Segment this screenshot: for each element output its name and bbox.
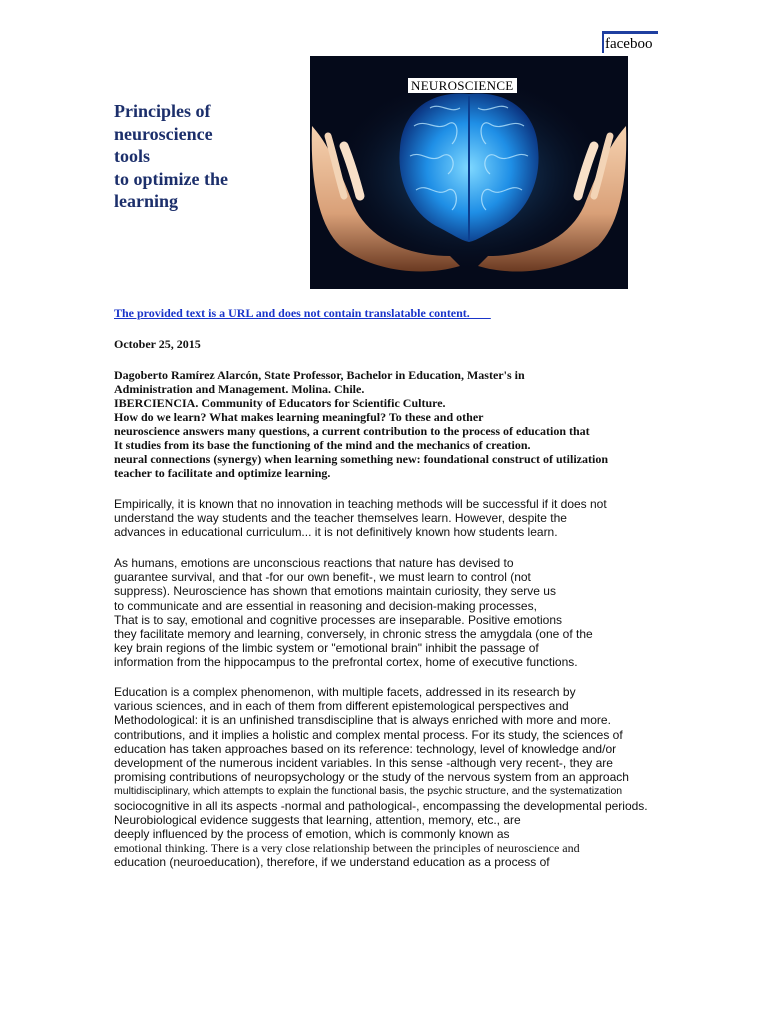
title-line: learning: [114, 191, 179, 211]
title-line: to optimize the: [114, 168, 228, 189]
paragraph-line: to communicate and are essential in reasoning and decision-making processes,: [114, 598, 537, 613]
paragraph-line: information from the hippocampus to the prefrontal cortex, home of executive functions.: [114, 655, 578, 670]
brain-hands-image: [310, 56, 628, 289]
paragraph-line: development of the numerous incident variables. In this sense -although very recent-, they are: [114, 756, 613, 771]
paragraph-line: understand the way students and the teacher themselves learn. However, despite the: [114, 511, 567, 526]
article-title: [114, 100, 294, 213]
intro-line: Dagoberto Ramírez Alarcón, State Professor, Bachelor in Education, Master's in: [114, 368, 525, 382]
facebook-badge[interactable]: faceboo: [602, 31, 658, 53]
paragraph-empirically: [114, 497, 607, 540]
paragraph-emotions: [114, 556, 593, 670]
intro-line: teacher to facilitate and optimize learning.: [114, 466, 331, 480]
paragraph-line: guarantee survival, and that -for our own benefit-, we must learn to control (not: [114, 570, 531, 585]
paragraph-line: Neurobiological evidence suggests that learning, attention, memory, etc., are: [114, 812, 521, 827]
intro-line: IBERCIENCIA. Community of Educators for Scientific Culture.: [114, 396, 446, 410]
paragraph-line: deeply influenced by the process of emotion, which is commonly known as: [114, 827, 510, 842]
paragraph-line: contributions, and it implies a holistic and complex mental process. For its study, the sciences of: [114, 727, 623, 742]
intro-line: neural connections (synergy) when learning something new: foundational construct of utilization: [114, 452, 609, 466]
paragraph-line: Empirically, it is known that no innovation in teaching methods will be successful if it does not: [114, 497, 607, 511]
paragraph-line: Education is a complex phenomenon, with multiple facets, addressed in its research by: [114, 685, 576, 699]
neuroscience-label: NEUROSCIENCE: [408, 78, 517, 93]
paragraph-line: suppress). Neuroscience has shown that emotions maintain curiosity, they serve us: [114, 584, 556, 599]
intro-line: It studies from its base the functioning of the mind and the mechanics of creation.: [114, 438, 531, 452]
intro-line: How do we learn? What makes learning meaningful? To these and other: [114, 410, 484, 424]
paragraph-line: sociocognitive in all its aspects -normal and pathological-, encompassing the developmental periods.: [114, 798, 648, 813]
author-intro: [114, 368, 608, 480]
paragraph-line: various sciences, and in each of them from different epistemological perspectives and: [114, 699, 569, 714]
paragraph-education: [114, 685, 648, 870]
intro-line: neuroscience answers many questions, a current contribution to the process of education that: [114, 424, 590, 438]
paragraph-line: key brain regions of the limbic system or "emotional brain" inhibit the passage of: [114, 641, 539, 656]
paragraph-line: Methodological: it is an unfinished transdiscipline that is always enriched with more and more.: [114, 713, 611, 728]
intro-line: Administration and Management. Molina. Chile.: [114, 382, 365, 396]
publish-date: October 25, 2015: [114, 337, 201, 351]
paragraph-line: emotional thinking. There is a very close relationship between the principles of neuroscience and: [114, 841, 580, 856]
paragraph-line: education (neuroeducation), therefore, if we understand education as a process of: [114, 855, 550, 870]
title-line: Principles of: [114, 101, 211, 121]
title-line: tools: [114, 146, 150, 166]
paragraph-line: promising contributions of neuropsychology or the study of the nervous system from an approach: [114, 770, 629, 785]
paragraph-line: they facilitate memory and learning, conversely, in chronic stress the amygdala (one of the: [114, 627, 593, 642]
title-line: neuroscience: [114, 123, 213, 144]
paragraph-line: advances in educational curriculum... it is not definitively known how students learn.: [114, 525, 558, 540]
paragraph-line: education has taken approaches based on its reference: technology, level of knowledge and/or: [114, 741, 617, 756]
paragraph-line: As humans, emotions are unconscious reactions that nature has devised to: [114, 556, 514, 570]
paragraph-line: That is to say, emotional and cognitive processes are inseparable. Positive emotions: [114, 612, 563, 627]
paragraph-line: multidisciplinary, which attempts to explain the functional basis, the psychic structure, and the systematization: [114, 785, 623, 798]
article-link[interactable]: The provided text is a URL and does not contain translatable content.: [114, 306, 491, 320]
